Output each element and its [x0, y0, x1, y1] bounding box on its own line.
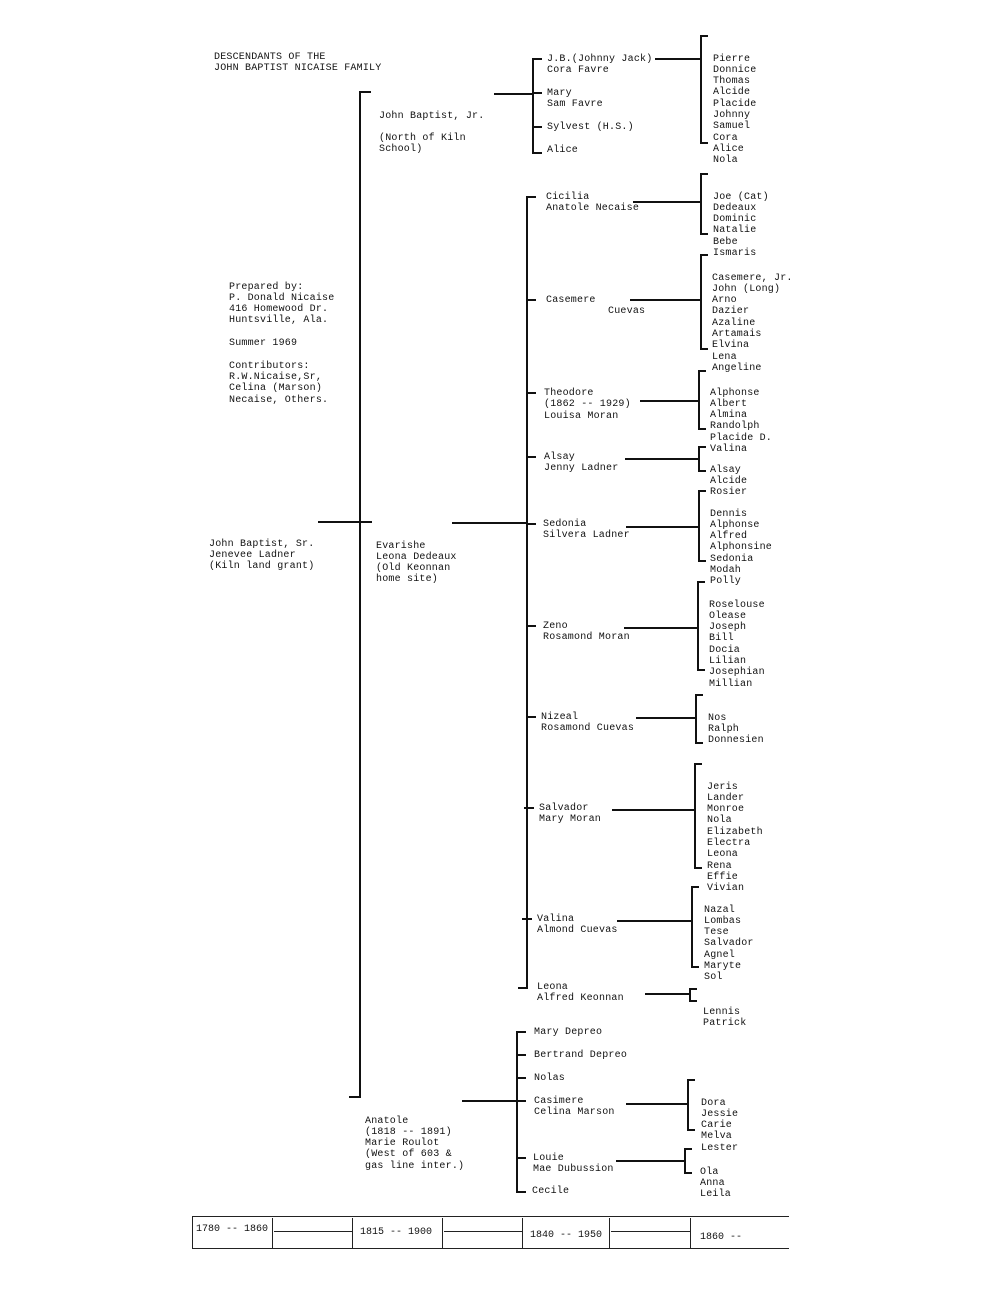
gen2-john-baptist-jr: John Baptist, Jr. (North of Kiln School) — [379, 110, 485, 156]
root-ancestor: John Baptist, Sr. Jenevee Ladner (Kiln land grant) — [209, 538, 315, 573]
gen4-leona-children: Lennis Patrick — [703, 1006, 747, 1029]
gen3-sedonia: Sedonia Silvera Ladner — [543, 519, 630, 542]
gen3-salvador: Salvador Mary Moran — [539, 803, 602, 826]
gen4-casimere-children: Dora Jessie Carie Melva Lester — [701, 1097, 739, 1154]
gen4-louie-children: Ola Anna Leila — [700, 1166, 732, 1201]
timeline-period-4: 1860 -- — [700, 1232, 743, 1243]
gen3-alice: Alice — [547, 145, 579, 156]
gen3-leona: Leona Alfred Keonnan — [537, 982, 624, 1005]
gen4-nizeal-children: Nos Ralph Donnesien — [708, 712, 764, 747]
timeline-period-3: 1840 -- 1950 — [530, 1230, 603, 1241]
gen3-cicilia: Cicilia Anatole Necaise — [546, 192, 640, 215]
timeline-period-2: 1815 -- 1900 — [360, 1227, 433, 1238]
chart-title: DESCENDANTS OF THE JOHN BAPTIST NICAISE FAMILY — [214, 51, 382, 74]
gen3-valina: Valina Almond Cuevas — [537, 914, 618, 937]
gen3-casemere: Casemere Cuevas — [546, 295, 646, 318]
gen4-theodore-children: Alphonse Albert Almina Randolph Placide D. Valina — [710, 387, 773, 456]
gen3-cecile: Cecile — [532, 1186, 570, 1197]
gen3-mary-favre: Mary Sam Favre — [547, 88, 603, 111]
gen3-sylvest: Sylvest (H.S.) — [547, 122, 634, 133]
gen2-evarishe: Evarishe Leona Dedeaux (Old Keonnan home site) — [376, 540, 457, 586]
gen4-valina-children: Nazal Lombas Tese Salvador Agnel Maryte Sol — [704, 904, 754, 984]
gen3-bertrand-depreo: Bertrand Depreo — [534, 1050, 628, 1061]
prepared-by-block: Prepared by: P. Donald Nicaise 416 Homewood Dr. Huntsville, Ala. Summer 1969 Contributors: R.W.Nicaise,Sr, Celina (Marson) Necaise, Others. — [229, 281, 335, 406]
gen4-cicilia-children: Joe (Cat) Dedeaux Dominic Natalie Bebe Ismaris — [713, 191, 769, 260]
gen3-zeno: Zeno Rosamond Moran — [543, 621, 630, 644]
gen3-casimere: Casimere Celina Marson — [534, 1096, 615, 1119]
gen3-nizeal: Nizeal Rosamond Cuevas — [541, 712, 635, 735]
gen3-alsay: Alsay Jenny Ladner — [544, 452, 619, 475]
gen4-casemere-children: Casemere, Jr. John (Long) Arno Dazier Azaline Artamais Elvina Lena Angeline — [712, 272, 793, 374]
timeline-period-1: 1780 -- 1860 — [196, 1224, 269, 1235]
gen3-nolas: Nolas — [534, 1073, 566, 1084]
gen2-anatole: Anatole (1818 -- 1891) Marie Roulot (West of 603 & gas line inter.) — [365, 1115, 465, 1172]
gen4-zeno-children: Roselouse Olease Joseph Bill Docia Lilian Josephian Millian — [709, 599, 765, 690]
gen4-salvador-children: Jeris Lander Monroe Nola Elizabeth Electra Leona Rena Effie Vivian — [707, 781, 763, 895]
gen3-jb-johnny-jack: J.B.(Johnny Jack) Cora Favre — [547, 54, 653, 77]
gen3-theodore: Theodore (1862 -- 1929) Louisa Moran — [544, 388, 631, 422]
gen3-louie: Louie Mae Dubussion — [533, 1153, 614, 1176]
gen4-alsay-children: Alsay Alcide Rosier — [710, 464, 748, 499]
gen4-sedonia-children: Dennis Alphonse Alfred Alphonsine Sedonia Modah Polly — [710, 508, 773, 588]
gen3-mary-depreo: Mary Depreo — [534, 1027, 603, 1038]
gen4-jb-jack-children: Pierre Donnice Thomas Alcide Placide Johnny Samuel Cora Alice Nola — [713, 53, 757, 167]
